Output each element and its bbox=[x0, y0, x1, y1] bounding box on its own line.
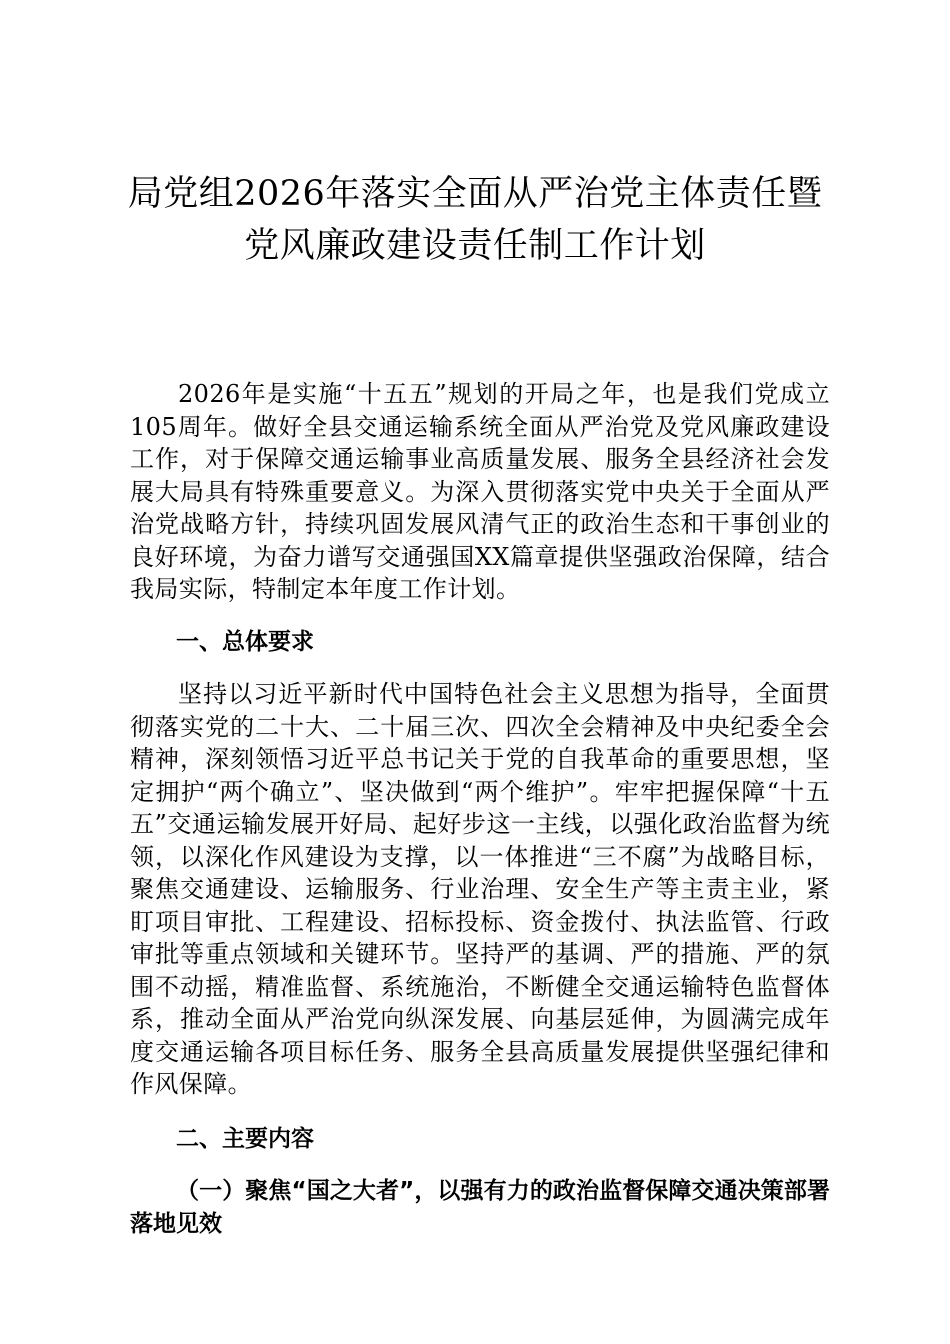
title-line-2: 党风廉政建设责任制工作计划 bbox=[244, 226, 706, 266]
spacer bbox=[130, 1101, 830, 1123]
spacer bbox=[130, 1155, 830, 1175]
subsection-heading-1: （一）聚焦“国之大者”，以强有力的政治监督保障交通决策部署落地见效 bbox=[130, 1178, 830, 1237]
spacer bbox=[130, 606, 830, 626]
intro-paragraph: 2026年是实施“十五五”规划的开局之年，也是我们党成立105周年。做好全县交通运输系统全面从严治党及党风廉政建设工作，对于保障交通运输事业高质量发展、服务全县经济社会发展大局具有特殊重要意义。为深入贯彻落实党中央关于全面从严治党战略方针，持续巩固发展风清气正的政治生态和干事创业的良好环境，为奋力谱写交通强国XX篇章提供坚强政治保障，结合我局实际，特制定本年度工作计划。 bbox=[130, 380, 830, 603]
general-requirements-paragraph: 坚持以习近平新时代中国特色社会主义思想为指导，全面贯彻落实党的二十大、二十届三次、四次全会精神及中央纪委全会精神，深刻领悟习近平总书记关于党的自我革命的重要思想，坚定拥护“两个确立”、坚决做到“两个维护”。牢牢把握保障“十五五”交通运输发展开好局、起好步这一主线，以强化政治监督为统领，以深化作风建设为支撑，以一体推进“三不腐”为战略目标，聚焦交通建设、运输服务、行业治理、安全生产等主责主业，紧盯项目审批、工程建设、招标投标、资金拨付、执法监管、行政审批等重点领域和关键环节。坚持严的基调、严的措施、严的氛围不动摇，精准监督、系统施治，不断健全交通运输特色监督体系，推动全面从严治党向纵深发展、向基层延伸，为圆满完成年度交通运输各项目标任务、服务全县高质量发展提供坚强纪律和作风保障。 bbox=[130, 680, 830, 1098]
title-line-1: 局党组2026年落实全面从严治党主体责任暨 bbox=[127, 174, 823, 214]
section-heading-general-requirements: 一、总体要求 bbox=[176, 628, 314, 655]
section-heading-main-content: 二、主要内容 bbox=[176, 1125, 314, 1152]
document-body bbox=[130, 378, 830, 1240]
spacer bbox=[130, 658, 830, 678]
document-title bbox=[110, 168, 840, 272]
